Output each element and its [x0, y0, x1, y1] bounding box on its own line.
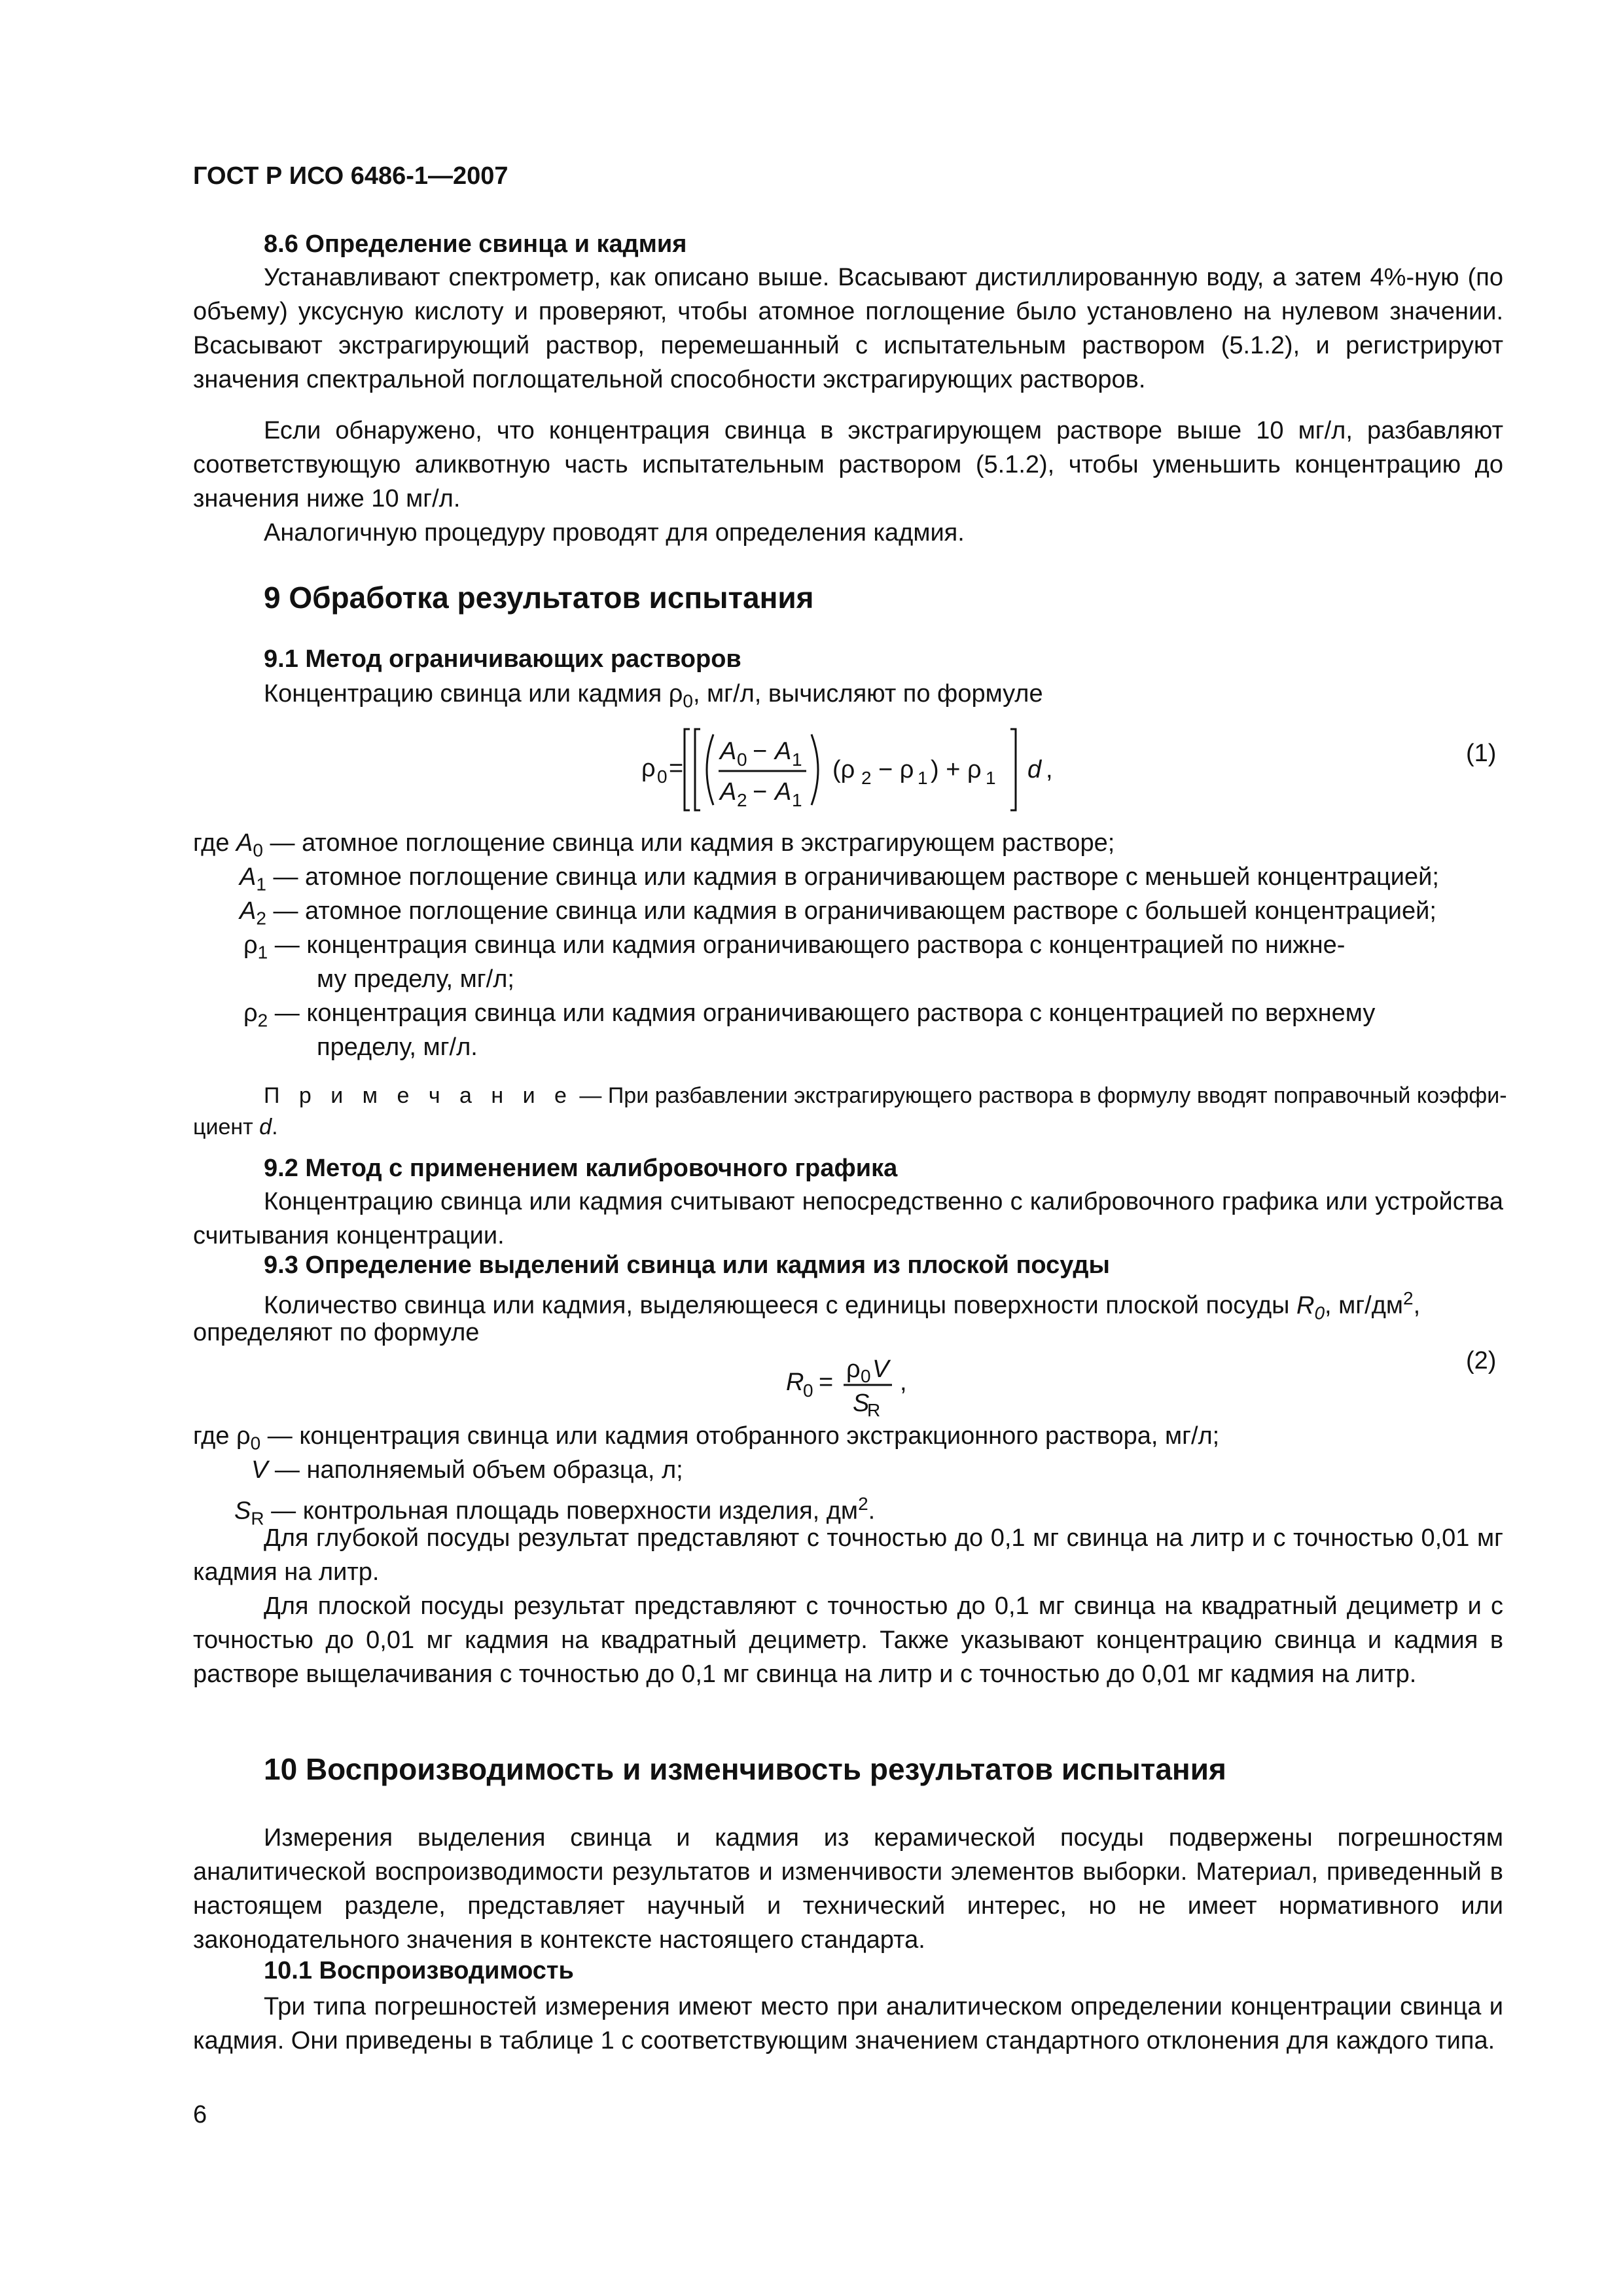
section-10-1-title: 10.1 Воспроизводимость: [264, 1957, 574, 1984]
definition-text: — атомное поглощение свинца или кадмия в экстрагирующем растворе;: [270, 829, 1115, 857]
section-9-2-paragraph: Концентрацию свинца или кадмия считывают непосредственно с калибровочного графика или устройства считывания концентрации.: [193, 1188, 1503, 1249]
svg-text:0: 0: [861, 1366, 871, 1386]
symbol-subscript: 2: [256, 908, 266, 929]
svg-text:A: A: [775, 738, 792, 765]
symbol-subscript: 1: [257, 942, 268, 963]
definition-text: — атомное поглощение свинца или кадмия в ограничивающем растворе с большей концентрацией;: [273, 897, 1436, 925]
definition-text: — атомное поглощение свинца или кадмия в ограничивающем растворе с меньшей концентрацией;: [273, 863, 1439, 891]
definition-text: — контрольная площадь поверхности изделия, дм: [271, 1497, 859, 1525]
intro-text-a: Количество свинца или кадмия, выделяющееся с единицы поверхности плоской посуды: [264, 1291, 1297, 1319]
intro-text-c: ,: [1413, 1291, 1421, 1319]
note-continued: [193, 1111, 278, 1143]
svg-text:A: A: [775, 778, 792, 806]
svg-text:R: R: [867, 1400, 881, 1420]
section-8-6-paragraph-2: Если обнаружено, что концентрация свинца в экстрагирующем растворе выше 10 мг/л, разбавляют соответствующую аликвотную часть испытательным раствором (5.1.2), чтобы уменьшить концентрацию до значения ниже 10 мг/л.: [193, 417, 1503, 512]
section-9-1-title: 9.1 Метод ограничивающих растворов: [264, 645, 741, 673]
svg-text:ρ: ρ: [641, 755, 656, 782]
svg-text:=: =: [819, 1369, 834, 1396]
section-10-paragraph: Измерения выделения свинца и кадмия из керамической посуды подвержены погрешностям аналитической воспроизводимости результатов и изменчивости элементов выборки. Материал, приведенный в настоящем разделе, представляет научный и технический интерес, но не имеет нормативного или законодательного значения в контексте настоящего стандарта.: [193, 1824, 1503, 1954]
svg-text:1: 1: [986, 768, 996, 788]
note-text: — При разбавлении экстрагирующего раствора в формулу вводят поправочный коэффи-: [573, 1083, 1507, 1108]
section-10-title: 10 Воспроизводимость и изменчивость результатов испытания: [264, 1752, 1226, 1786]
svg-text:S: S: [853, 1390, 870, 1417]
rho0-symbol: $\rho_0$: [668, 680, 693, 711]
intro-text-a: Концентрацию свинца или кадмия: [264, 680, 669, 708]
svg-text:−: −: [753, 778, 768, 806]
svg-text:V: V: [872, 1355, 889, 1383]
definition-rho1-continued: му пределу, мг/л;: [317, 965, 514, 993]
definition-text: — концентрация свинца или кадмия ограничивающего раствора с концентрацией по верхнему: [274, 999, 1376, 1027]
unit-superscript: 2: [858, 1494, 868, 1514]
definition-text: — наполняемый объем образца, л;: [274, 1456, 683, 1484]
svg-text:d: d: [1027, 756, 1042, 783]
svg-text:,: ,: [1046, 756, 1053, 783]
svg-text:) + ρ: ) + ρ: [931, 756, 982, 783]
svg-text:0: 0: [803, 1380, 813, 1401]
svg-text:1: 1: [792, 749, 802, 770]
symbol: A: [236, 829, 253, 857]
note-cont-end: .: [272, 1115, 278, 1139]
svg-text:ρ: ρ: [846, 1355, 861, 1383]
svg-text:0: 0: [657, 766, 668, 787]
definition-end: .: [868, 1497, 876, 1525]
standard-header: ГОСТ Р ИСО 6486-1—2007: [193, 162, 508, 190]
section-9-2-title: 9.2 Метод с применением калибровочного графика: [264, 1155, 898, 1182]
svg-text:2: 2: [861, 768, 872, 788]
svg-text:A: A: [720, 778, 737, 806]
symbol: ρ: [236, 1422, 251, 1450]
symbol: ρ: [243, 999, 258, 1027]
deep-ware-paragraph: Для глубокой посуды результат представляют с точностью до 0,1 мг свинца на литр и с точностью 0,01 мг кадмия на литр.: [193, 1524, 1503, 1586]
svg-text:1: 1: [918, 768, 928, 788]
section-8-6-title: 8.6 Определение свинца и кадмия: [264, 230, 687, 258]
intro-text-b: , мг/л, вычисляют по формуле: [692, 680, 1043, 708]
note-symbol-d: d: [259, 1115, 272, 1139]
symbol-subscript: 2: [257, 1010, 268, 1031]
definition-rho2-continued: пределу, мг/л.: [317, 1033, 478, 1061]
svg-text:=: =: [669, 755, 684, 782]
svg-text:,: ,: [900, 1369, 907, 1396]
svg-text:−: −: [753, 738, 768, 765]
svg-text:2: 2: [737, 790, 747, 810]
definition-text: — концентрация свинца или кадмия ограничивающего раствора с концентрацией по нижне-: [274, 931, 1346, 959]
intro-text-b: , мг/дм: [1325, 1291, 1404, 1319]
section-9-1-intro: [264, 677, 1043, 719]
svg-text:− ρ: − ρ: [878, 756, 914, 783]
section-10-1-paragraph: Три типа погрешностей измерения имеют место при аналитическом определении концентрации свинца и кадмия. Они приведены в таблице 1 с соответствующим значением стандартного отклонения для каждого типа.: [193, 1993, 1503, 2054]
formula-1: [635, 720, 1106, 818]
section-9-3-title: 9.3 Определение выделений свинца или кадмия из плоской посуды: [264, 1251, 1111, 1279]
note: [264, 1080, 1507, 1111]
svg-text:1: 1: [792, 790, 802, 810]
section-9-3-intro-line-2: определяют по формуле: [193, 1319, 480, 1346]
definition-v: [251, 1453, 683, 1487]
where-word: где: [193, 1422, 230, 1450]
formula-1-number: (1): [1466, 740, 1497, 767]
section-8-6-paragraph-3: Аналогичную процедуру проводят для определения кадмия.: [264, 519, 965, 547]
section-9-title: 9 Обработка результатов испытания: [264, 581, 814, 615]
symbol: S: [234, 1497, 251, 1525]
r0-symbol: $R_0$: [1296, 1291, 1325, 1323]
svg-text:R: R: [786, 1369, 804, 1396]
symbol-subscript: 1: [256, 874, 266, 895]
symbol-subscript: R: [251, 1508, 264, 1529]
symbol: V: [251, 1456, 268, 1484]
svg-text:0: 0: [737, 749, 747, 770]
note-label: П р и м е ч а н и е: [264, 1083, 573, 1108]
svg-text:(ρ: (ρ: [832, 756, 855, 783]
symbol: A: [240, 897, 257, 925]
section-8-6-paragraph-1: Устанавливают спектрометр, как описано выше. Всасывают дистиллированную воду, а затем 4%-ную (по объему) уксусную кислоту и проверяют, чтобы атомное поглощение было установлено на нулевом значении. Всасывают экстрагирующий раствор, перемешанный с испытательным раствором (5.1.2), и регистрируют значения спектральной поглощательной способности экстрагирующих растворов.: [193, 264, 1503, 393]
note-cont-text: циент: [193, 1115, 260, 1139]
symbol: A: [240, 863, 257, 891]
symbol-subscript: 0: [250, 1433, 261, 1454]
formula-2: [782, 1348, 939, 1420]
symbol-subscript: 0: [253, 840, 263, 861]
unit-superscript: 2: [1403, 1288, 1414, 1308]
symbol: ρ: [243, 931, 258, 959]
flat-ware-paragraph: Для плоской посуды результат представляют с точностью до 0,1 мг свинца на квадратный дециметр и с точностью до 0,01 мг кадмия на квадратный дециметр. Также указывают концентрацию свинца и кадмия в растворе выщелачивания с точностью до 0,1 мг свинца на литр и с точностью до 0,01 мг кадмия на литр.: [193, 1592, 1503, 1688]
definition-text: — концентрация свинца или кадмия отобранного экстракционного раствора, мг/л;: [267, 1422, 1220, 1450]
formula-2-number: (2): [1466, 1347, 1497, 1374]
svg-text:A: A: [720, 738, 737, 765]
page-number: 6: [193, 2101, 207, 2128]
where-word: где: [193, 829, 230, 857]
